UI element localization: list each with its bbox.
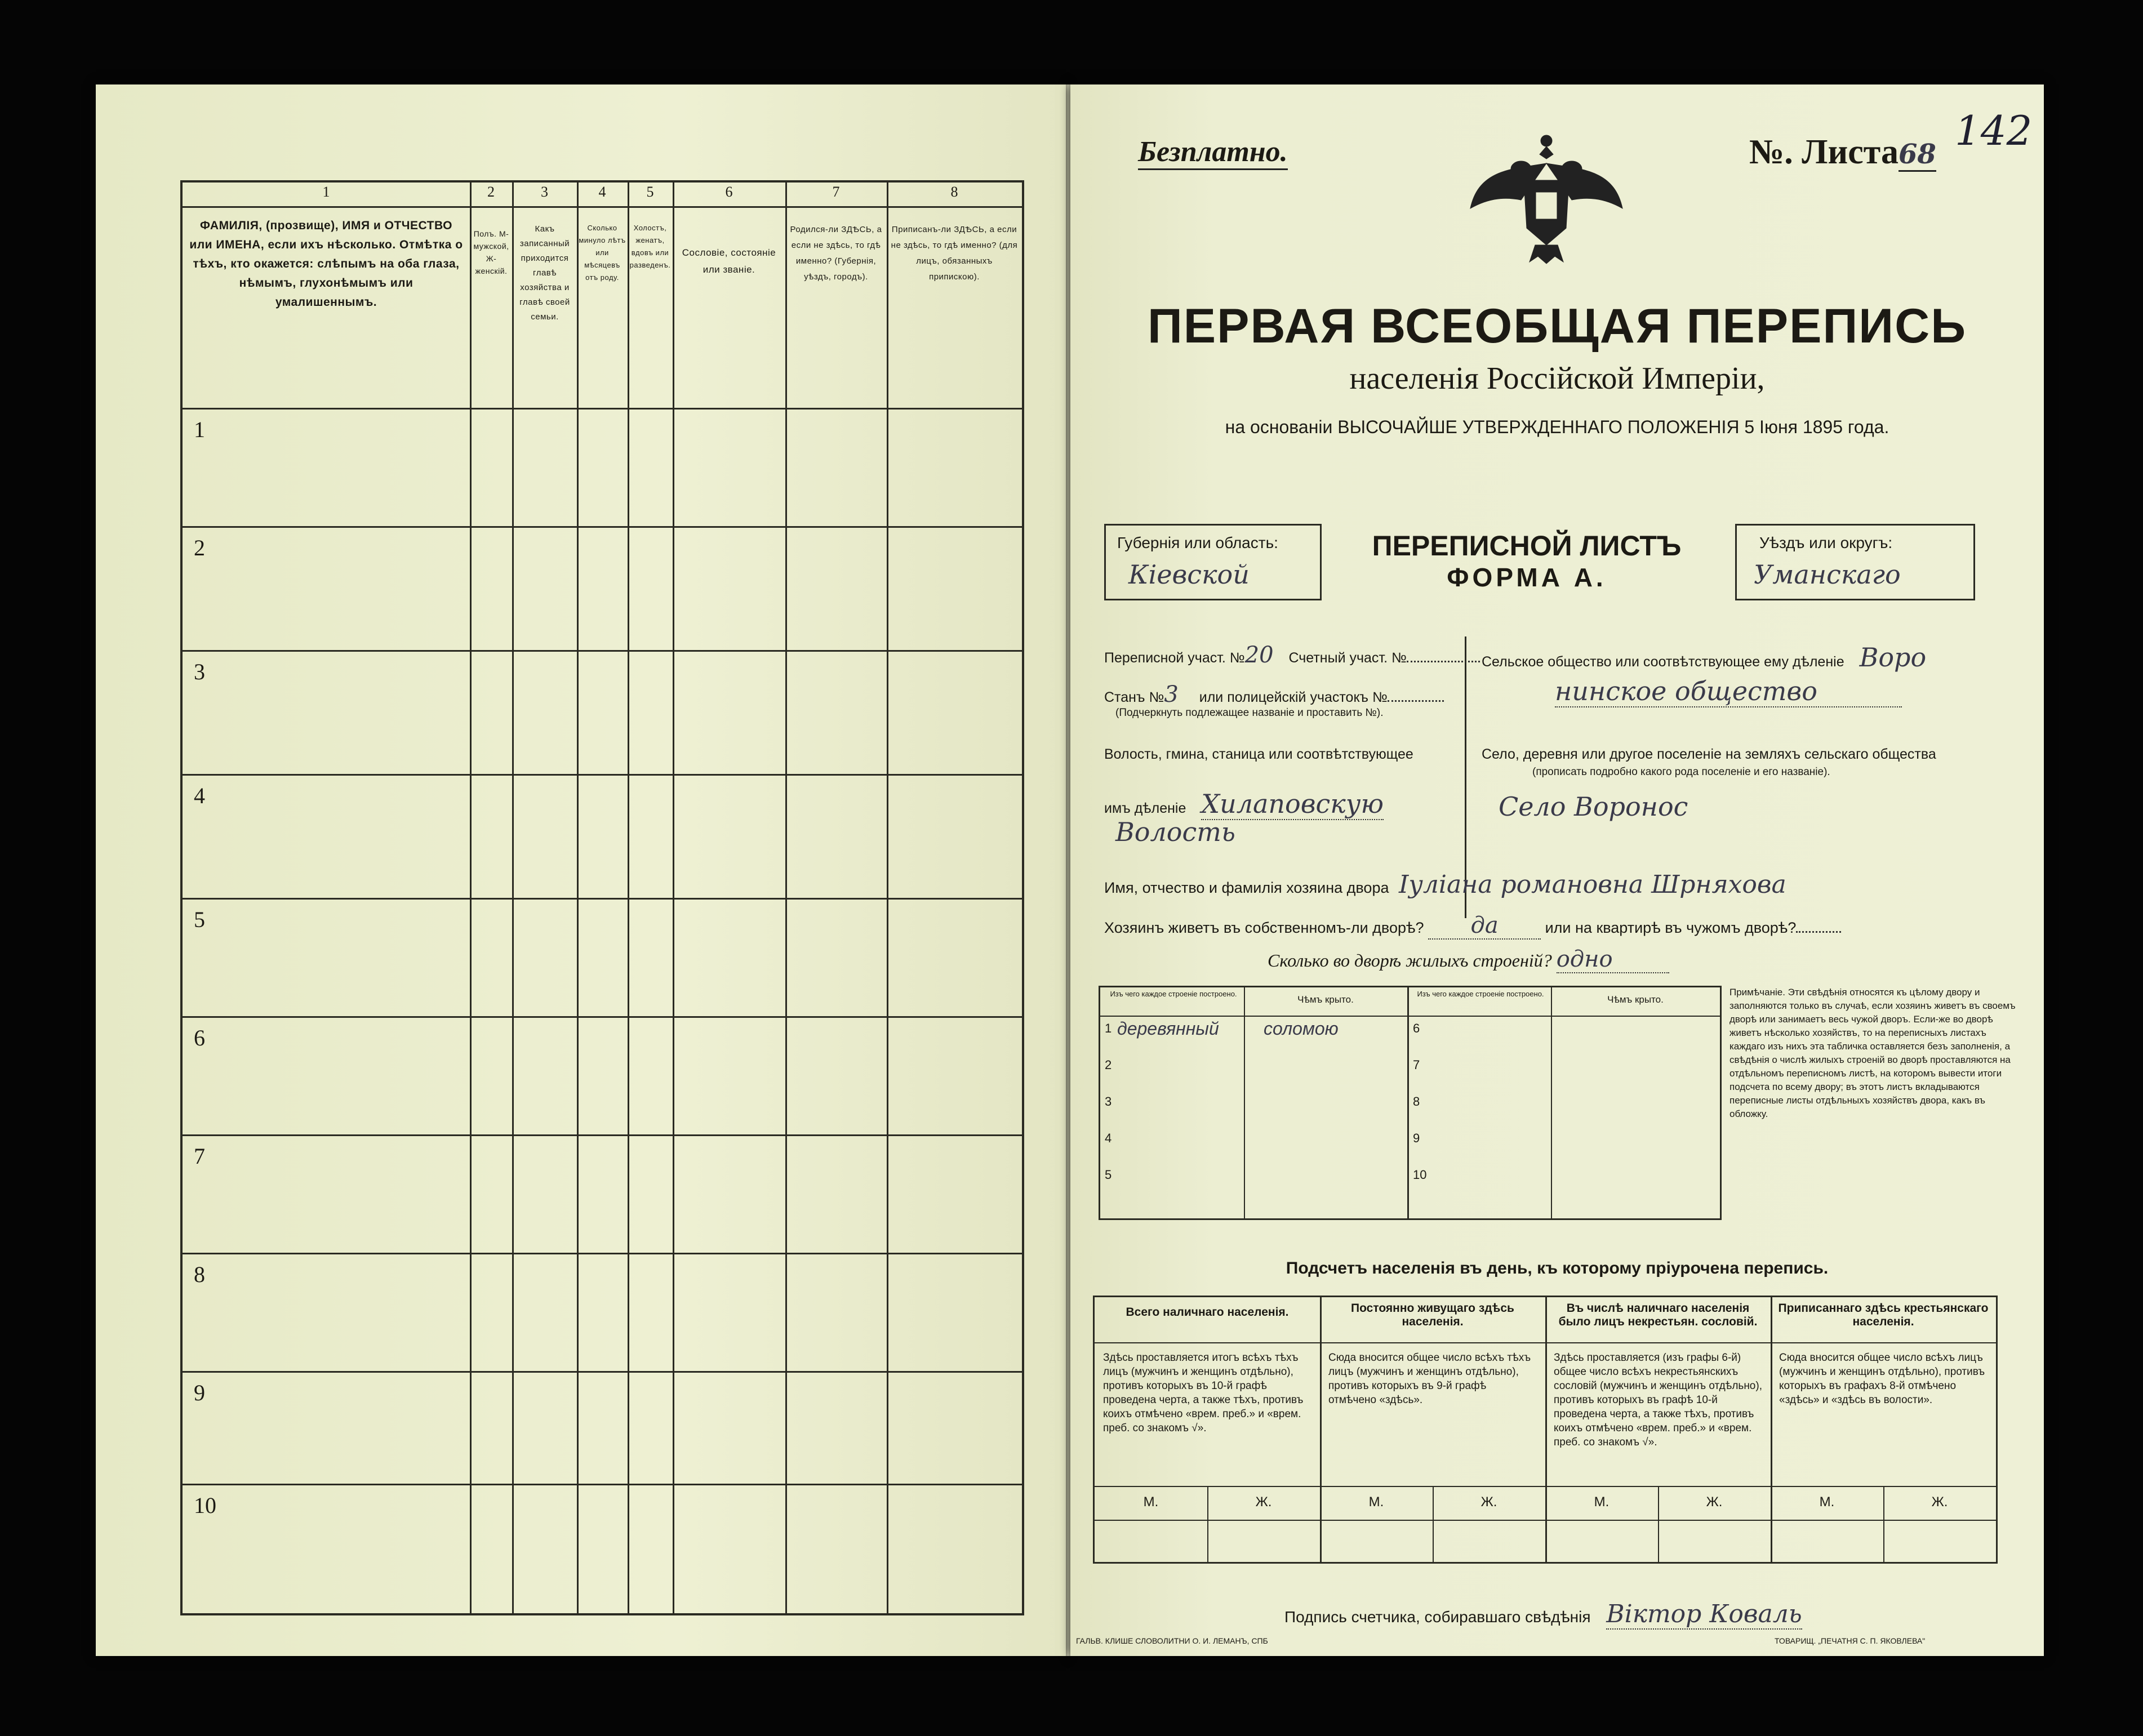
row-divider bbox=[183, 1484, 1022, 1485]
archive-number: 142 bbox=[1955, 107, 2033, 154]
bld-header-roof: Чѣмъ крыто. bbox=[1297, 994, 1354, 1005]
row-divider bbox=[183, 1371, 1022, 1373]
volost-label-2: имъ дѣленіе bbox=[1104, 800, 1186, 816]
district-box bbox=[1735, 524, 1975, 600]
signature-value: Віктор Коваль bbox=[1606, 1600, 1802, 1628]
row-number: 4 bbox=[194, 783, 205, 808]
bld-header-material: Изъ чего каждое строеніе построено. bbox=[1417, 990, 1544, 998]
lives-own-value: да bbox=[1428, 912, 1541, 940]
row-divider bbox=[183, 526, 1022, 528]
count-body-total: Здѣсь проставляется итогъ всѣхъ тѣхъ лицъ (мужчинъ и женщинъ отдѣльно), противъ которыхъ въ 10-й графѣ проведена черта, а также тѣхъ, противъ коихъ отмѣчено «врем. преб.» и «врем. преб. со знакомъ √». bbox=[1103, 1352, 1304, 1434]
village-label: Село, деревня или другое поселеніе на земляхъ сельскаго общества bbox=[1482, 746, 1936, 762]
household-members-table bbox=[180, 180, 1024, 1615]
society-value-2: нинское общество bbox=[1555, 676, 1902, 707]
buildings-label: Сколько во дворѣ жилыхъ строеній? bbox=[1268, 950, 1552, 971]
district-value: Уманскаго bbox=[1754, 559, 1901, 590]
count-head-peasant: Приписаннаго здѣсь крестьянскаго населенія. bbox=[1778, 1302, 1989, 1328]
row-number: 10 bbox=[194, 1493, 216, 1518]
bld-row-number: 7 bbox=[1413, 1058, 1420, 1072]
census-subtitle: населенія Россійской Имперіи, bbox=[1349, 361, 1765, 396]
owner-line bbox=[1104, 870, 1786, 899]
underline-note: (Подчеркнуть подлежащее названіе и проставить №). bbox=[1115, 707, 1384, 719]
volost-value-2: Волость bbox=[1115, 817, 1235, 847]
buildings-line bbox=[1268, 946, 1669, 973]
row-number: 2 bbox=[194, 535, 205, 560]
society-label: Сельское общество или соотвѣтствующее ему дѣленіе bbox=[1482, 654, 1844, 670]
printer-left: ГАЛЬВ. КЛИШЕ СЛОВОЛИТНИ О. И. ЛЕМАНЪ, СПБ bbox=[1076, 1636, 1268, 1645]
bld-header-roof: Чѣмъ крыто. bbox=[1607, 994, 1664, 1005]
header-birthplace: Родился-ли ЗДѢСЬ, а если не здѣсь, то гдѣ именно? (Губернія, уѣздъ, городъ). bbox=[790, 225, 882, 282]
bld-row-number: 3 bbox=[1105, 1094, 1112, 1109]
census-section-label: Переписной участ. № bbox=[1104, 650, 1245, 666]
village-note: (прописать подробно какого рода поселеніе и его названіе). bbox=[1532, 766, 1830, 778]
row-number: 9 bbox=[194, 1380, 205, 1405]
column-number: 1 bbox=[322, 184, 330, 200]
signature-label: Подпись счетчика, собиравшаго свѣдѣнія bbox=[1284, 1608, 1591, 1626]
stan-line bbox=[1104, 682, 1444, 707]
header-registration: Приписанъ-ли ЗДѢСЬ, а если не здѣсь, то гдѣ именно? (для лицъ, обязанныхъ припискою). bbox=[891, 225, 1018, 282]
count-head-permanent: Постоянно живущаго здѣсь населенія. bbox=[1351, 1302, 1514, 1328]
row-number: 3 bbox=[194, 659, 205, 684]
stan-label: Станъ № bbox=[1104, 689, 1164, 705]
column-number: 7 bbox=[832, 184, 840, 200]
row-divider bbox=[183, 1016, 1022, 1018]
header-divider bbox=[183, 206, 1022, 208]
header-marital: Холостъ, женатъ, вдовъ или разведенъ. bbox=[629, 224, 671, 269]
population-count-table bbox=[1093, 1296, 1998, 1564]
count-sex-f: Ж. bbox=[1480, 1494, 1497, 1510]
form-title-block bbox=[1335, 529, 1718, 593]
row-number: 6 bbox=[194, 1025, 205, 1050]
bld-row-number: 5 bbox=[1105, 1168, 1112, 1182]
census-title: ПЕРВАЯ ВСЕОБЩАЯ ПЕРЕПИСЬ bbox=[1147, 299, 1967, 353]
province-label: Губернія или область: bbox=[1117, 534, 1278, 551]
district-label: Уѣздъ или округъ: bbox=[1759, 534, 1893, 551]
buildings-note: Примѣчаніе. Эти свѣдѣнія относятся къ цѣлому двору и заполняются только въ случаѣ, если хозяинъ живетъ въ своемъ дворѣ или занимаетъ весь чужой дворъ. Если-же во дворѣ живетъ нѣсколько хозяйствъ, то на переписныхъ листахъ каждаго изъ нихъ эта табличка оставляется безъ заполненія, а свѣдѣнія о числѣ жилыхъ строеній во дворѣ проставляются на отдѣльномъ переписномъ листѣ, на которомъ вывести итоги подсчета по всему двору; въ этотъ листъ вкладываются переписные листы отдѣльныхъ хозяйствъ двора, какъ въ обложку. bbox=[1729, 987, 2016, 1119]
row-number: 1 bbox=[194, 417, 205, 442]
signature-line bbox=[1284, 1600, 1802, 1628]
row-divider bbox=[183, 1253, 1022, 1254]
column-number: 2 bbox=[487, 184, 495, 200]
bld-row-number: 8 bbox=[1413, 1094, 1420, 1109]
province-box bbox=[1104, 524, 1322, 600]
bld-row-number: 2 bbox=[1105, 1058, 1112, 1072]
count-sex-f: Ж. bbox=[1706, 1494, 1723, 1510]
header-estate: Сословіе, состояніе или званіе. bbox=[682, 247, 776, 275]
bld-material: деревянный bbox=[1117, 1018, 1219, 1039]
header-age: Сколько минуло лѣтъ или мѣсяцевъ отъ роду. bbox=[579, 224, 626, 282]
count-body-peasant: Сюда вносится общее число всѣхъ лицъ (мужчинъ и женщинъ отдѣльно), противъ которыхъ въ графахъ 8-й отмѣчено «здѣсь» и «здѣсь въ волости». bbox=[1779, 1352, 1985, 1406]
census-section-value: 20 bbox=[1244, 642, 1274, 668]
row-divider bbox=[183, 1134, 1022, 1136]
counting-section-label: Счетный участ. № bbox=[1288, 650, 1407, 666]
census-section-line bbox=[1104, 642, 1480, 668]
count-body-nonpeasant: Здѣсь проставляется (изъ графы 6-й) общее число всѣхъ некрестьянскихъ сословій (мужчинъ и женщинъ отдѣльно), противъ которыхъ въ графѣ 10-й проведена черта, а также тѣхъ, противъ коихъ отмѣчено «врем. преб.» и «врем. преб. со знакомъ √». bbox=[1554, 1352, 1762, 1448]
volost-label: Волость, гмина, станица или соотвѣтствующее bbox=[1104, 746, 1413, 762]
lives-rent-label: или на квартирѣ въ чужомъ дворѣ? bbox=[1545, 919, 1797, 936]
printer-right: ТОВАРИЩ. „ПЕЧАТНЯ С. П. ЯКОВЛЕВА" bbox=[1775, 1636, 1926, 1645]
village-value: Село Воронос bbox=[1499, 791, 1688, 822]
volost-value: Хилаповскую bbox=[1201, 789, 1384, 819]
sheet-label: №. Листа bbox=[1749, 133, 1899, 171]
count-sex-f: Ж. bbox=[1931, 1494, 1948, 1510]
form-title: ПЕРЕПИСНОЙ ЛИСТЪ bbox=[1372, 530, 1682, 562]
bld-roof: соломою bbox=[1264, 1018, 1339, 1039]
header-divider bbox=[183, 408, 1022, 409]
count-sex-m: М. bbox=[1594, 1494, 1610, 1510]
right-page bbox=[1070, 84, 2044, 1656]
census-basis: на основаніи ВЫСОЧАЙШЕ УТВЕРЖДЕННАГО ПОЛОЖЕНІЯ 5 Іюня 1895 года. bbox=[1225, 417, 1889, 437]
row-divider bbox=[183, 650, 1022, 652]
column-number: 3 bbox=[541, 184, 548, 200]
header-relation: Какъ записанный приходится главѣ хозяйства и главѣ своей семьи. bbox=[519, 224, 570, 322]
column-number: 8 bbox=[950, 184, 958, 200]
row-number: 8 bbox=[194, 1262, 205, 1287]
stan-value: 3 bbox=[1164, 682, 1179, 707]
count-title: Подсчетъ населенія въ день, къ которому пріурочена перепись. bbox=[1286, 1259, 1829, 1277]
count-sex-f: Ж. bbox=[1255, 1494, 1272, 1510]
count-head-nonpeasant: Въ числѣ наличнаго населенія было лицъ некрестьян. сословій. bbox=[1558, 1302, 1758, 1328]
lives-own-label: Хозяинъ живетъ въ собственномъ-ли дворѣ? bbox=[1104, 919, 1424, 936]
count-sex-m: М. bbox=[1819, 1494, 1835, 1510]
header-sex: Полъ. М-мужской, Ж-женскій. bbox=[473, 229, 509, 275]
count-head-total: Всего наличнаго населенія. bbox=[1126, 1306, 1289, 1319]
bld-row-number: 9 bbox=[1413, 1131, 1420, 1145]
owner-label: Имя, отчество и фамилія хозяина двора bbox=[1104, 879, 1389, 896]
lives-line bbox=[1104, 912, 1841, 940]
form-subtitle: ФОРМА А. bbox=[1447, 563, 1607, 592]
count-sex-m: М. bbox=[1143, 1494, 1159, 1510]
column-number: 5 bbox=[646, 184, 654, 200]
buildings-value: одно bbox=[1557, 946, 1669, 973]
column-number: 4 bbox=[598, 184, 606, 200]
police-label: или полицейскій участокъ № bbox=[1199, 689, 1388, 705]
count-sex-m: М. bbox=[1368, 1494, 1384, 1510]
free-label: Безплатно. bbox=[1138, 135, 1288, 170]
left-page bbox=[96, 84, 1066, 1656]
row-divider bbox=[183, 898, 1022, 900]
double-headed-eagle-icon bbox=[1468, 130, 1625, 265]
province-value: Кіевской bbox=[1128, 559, 1250, 590]
bld-header-material: Изъ чего каждое строеніе построено. bbox=[1110, 990, 1237, 998]
bld-row-number: 4 bbox=[1105, 1131, 1112, 1145]
header-name: ФАМИЛІЯ, (прозвище), ИМЯ и ОТЧЕСТВО или ИМЕНА, если ихъ нѣсколько. Отмѣтка о тѣхъ, кто окажется: слѣпымъ на оба глаза, нѣмымъ, глухонѣмымъ или умалишеннымъ. bbox=[189, 219, 463, 309]
count-body-permanent: Сюда вносится общее число всѣхъ тѣхъ лицъ (мужчинъ и женщинъ отдѣльно), противъ которыхъ въ 9-й графѣ отмѣчено «здѣсь». bbox=[1328, 1352, 1531, 1406]
sheet-number-handwritten: 68 bbox=[1899, 139, 1936, 172]
bld-row-number: 10 bbox=[1413, 1168, 1427, 1182]
buildings-table bbox=[1099, 986, 1722, 1220]
volost-line bbox=[1104, 789, 1384, 819]
bld-row-number: 1 bbox=[1105, 1021, 1112, 1035]
row-number: 7 bbox=[194, 1143, 205, 1169]
owner-value: Іуліана романовна Шрняхова bbox=[1399, 870, 1786, 899]
society-value: Воро bbox=[1859, 642, 1927, 673]
society-line bbox=[1482, 642, 1926, 673]
bld-row-number: 6 bbox=[1413, 1021, 1420, 1035]
sheet-number-label bbox=[1749, 132, 1936, 172]
row-divider bbox=[183, 774, 1022, 776]
row-number: 5 bbox=[194, 907, 205, 932]
column-number: 6 bbox=[725, 184, 733, 200]
